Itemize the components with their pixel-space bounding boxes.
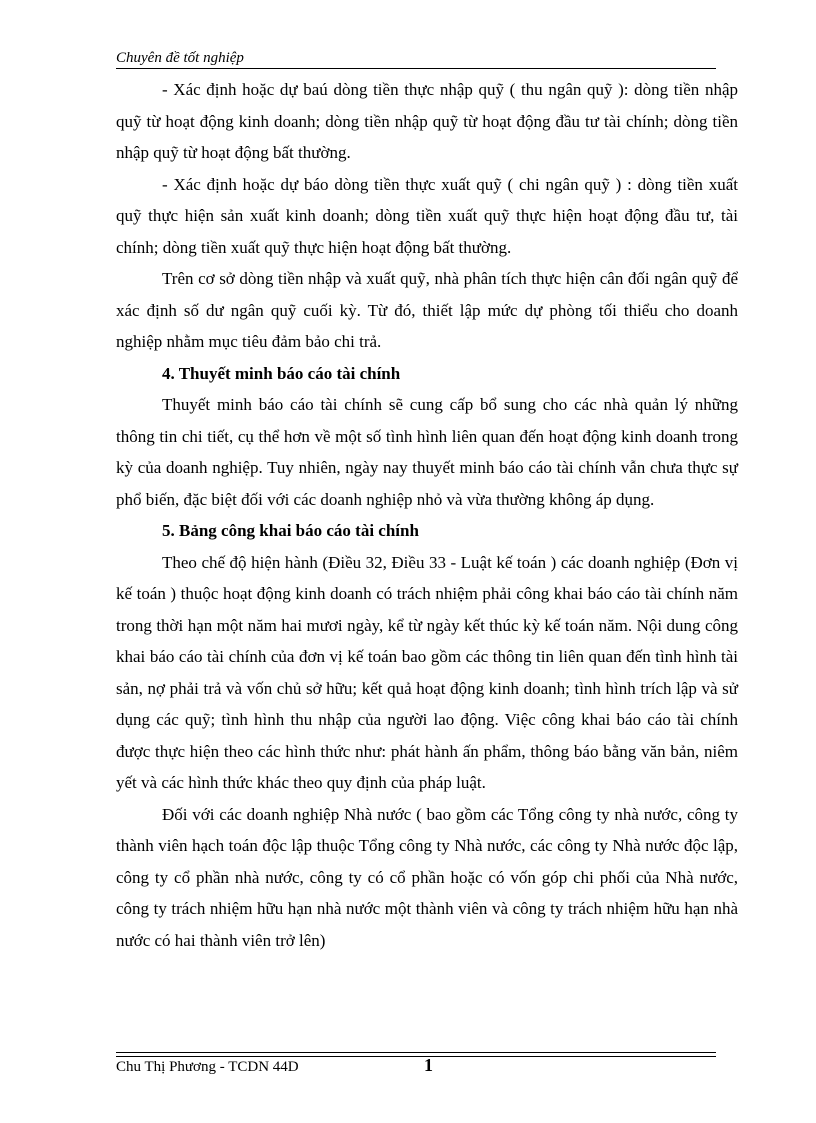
paragraph: - Xác định hoặc dự báo dòng tiền thực xuất quỹ ( chi ngân quỹ ) : dòng tiền xuất quỹ thực hiện sản xuất kinh doanh; dòng tiền xuất quỹ thực hiện hoạt động đầu tư, tài chính; dòng tiền xuất quỹ thực hiện hoạt động bất thường.	[116, 174, 738, 257]
section-heading-5: 5. Bảng công khai báo cáo tài chính	[162, 521, 419, 540]
paragraph: Thuyết minh báo cáo tài chính sẽ cung cấp bổ sung cho các nhà quản lý những thông tin chi tiết, cụ thể hơn về một số tình hình liên quan đến hoạt động kinh doanh trong kỳ của doanh nghiệp. Tuy nhiên, ngày nay thuyết minh báo cáo tài chính vẫn chưa thực sự phổ biến, đặc biệt đối với các doanh nghiệp nhỏ và vừa thường không áp dụng.	[116, 395, 738, 509]
section-heading-4: 4. Thuyết minh báo cáo tài chính	[162, 363, 401, 383]
page-number: 1	[424, 1055, 433, 1075]
footer-divider	[116, 1052, 716, 1057]
header-divider	[116, 68, 716, 69]
document-body	[116, 74, 738, 956]
paragraph: - Xác định hoặc dự baú dòng tiền thực nhập quỹ ( thu ngân quỹ ): dòng tiền nhập quỹ từ hoạt động kinh doanh; dòng tiền nhập quỹ từ hoạt động đầu tư tài chính; dòng tiền nhập quỹ từ hoạt động bất thường.	[116, 80, 738, 162]
paragraph: Đối với các doanh nghiệp Nhà nước ( bao gồm các Tổng công ty nhà nước, công ty thành viên hạch toán độc lập thuộc Tổng công ty Nhà nước, các công ty Nhà nước độc lập, công ty cổ phần nhà nước, công ty có cổ phần hoặc có vốn góp chi phối của Nhà nước, công ty trách nhiệm hữu hạn nhà nước một thành viên và công ty trách nhiệm hữu hạn nhà nước có hai thành viên trở lên)	[116, 804, 738, 950]
paragraph: Trên cơ sở dòng tiền nhập và xuất quỹ, nhà phân tích thực hiện cân đối ngân quỹ để xác định số dư ngân quỹ cuối kỳ. Từ đó, thiết lập mức dự phòng tối thiểu cho doanh nghiệp nhằm mục tiêu đảm bảo chi trả.	[116, 269, 738, 351]
header-title: Chuyên đề tốt nghiệp	[116, 50, 244, 66]
paragraph: Theo chế độ hiện hành (Điều 32, Điều 33 - Luật kế toán ) các doanh nghiệp (Đơn vị kế toán ) thuộc hoạt động kinh doanh có trách nhiệm phải công khai báo cáo tài chính năm trong thời hạn một năm hai mươi ngày, kể từ ngày kết thúc kỳ kế toán năm. Nội dung công khai báo cáo tài chính của đơn vị kế toán bao gồm các thông tin liên quan đến tình hình tài sản, nợ phải trả và vốn chủ sở hữu; kết quả hoạt động kinh doanh; tình hình trích lập và sử dụng các quỹ; tình hình thu nhập của người lao động. Việc công khai báo cáo tài chính được thực hiện theo các hình thức như: phát hành ấn phẩm, thông báo bằng văn bản, niêm yết và các hình thức khác theo quy định của pháp luật.	[116, 552, 738, 792]
footer-author: Chu Thị Phương - TCDN 44D	[116, 1059, 299, 1075]
